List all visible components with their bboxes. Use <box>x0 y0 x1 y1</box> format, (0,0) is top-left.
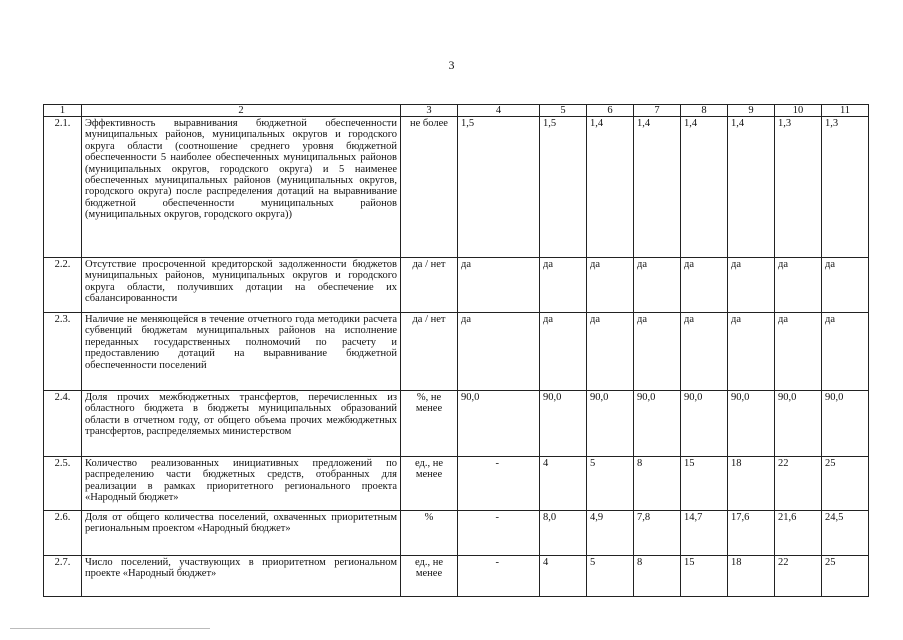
unit-cell: ед., не менее <box>401 457 458 511</box>
indicator-name: Количество реализованных инициативных предложений по распределению части бюджетных средств, отобранных для реализации в рамках приоритетного регионального проекта «Народный бюджет» <box>82 457 401 511</box>
unit-cell: не более <box>401 117 458 258</box>
indicators-table <box>43 104 869 597</box>
value-cell: да <box>681 313 728 391</box>
value-cell: 90,0 <box>634 391 681 457</box>
value-cell: 14,7 <box>681 511 728 556</box>
value-cell: 1,4 <box>681 117 728 258</box>
row-number: 2.1. <box>44 117 82 258</box>
value-cell: да <box>458 313 540 391</box>
header-cell: 3 <box>401 105 458 117</box>
page-number: 3 <box>448 58 455 72</box>
table-row <box>44 391 869 457</box>
value-cell: 17,6 <box>728 511 775 556</box>
value-cell: да <box>822 313 869 391</box>
value-cell: 21,6 <box>775 511 822 556</box>
value-cell: да <box>540 313 587 391</box>
value-cell: 1,4 <box>728 117 775 258</box>
table-row <box>44 457 869 511</box>
value-cell: 8 <box>634 457 681 511</box>
value-cell: да <box>681 258 728 313</box>
unit-cell: % <box>401 511 458 556</box>
value-cell: да <box>634 313 681 391</box>
value-cell: да <box>728 258 775 313</box>
value-cell: 90,0 <box>587 391 634 457</box>
value-cell: 1,3 <box>822 117 869 258</box>
value-cell: 90,0 <box>822 391 869 457</box>
header-cell: 6 <box>587 105 634 117</box>
table-row <box>44 117 869 258</box>
row-number: 2.6. <box>44 511 82 556</box>
indicator-name: Наличие не меняющейся в течение отчетного года методики расчета субвенций бюджетам муниципальных районов на исполнение переданных государственных полномочий по расчету и предоставлению дотаций на выравнивание бюджетной обеспеченности поселений <box>82 313 401 391</box>
value-cell: 90,0 <box>728 391 775 457</box>
indicator-name: Доля от общего количества поселений, охваченных приоритетным региональным проектом «Народный бюджет» <box>82 511 401 556</box>
value-cell: 1,3 <box>775 117 822 258</box>
value-cell: 8,0 <box>540 511 587 556</box>
value-cell: да <box>775 258 822 313</box>
value-cell: да <box>775 313 822 391</box>
table-header-row <box>44 105 869 117</box>
indicator-name: Отсутствие просроченной кредиторской задолженности бюджетов муниципальных районов, муниципальных округов и городского округа области, получивших дотации на обеспечение их сбалансированности <box>82 258 401 313</box>
row-number: 2.4. <box>44 391 82 457</box>
value-cell: 1,4 <box>587 117 634 258</box>
value-cell: 1,5 <box>540 117 587 258</box>
value-cell: 18 <box>728 556 775 597</box>
value-cell: 15 <box>681 457 728 511</box>
unit-cell: да / нет <box>401 313 458 391</box>
value-cell: 90,0 <box>775 391 822 457</box>
value-cell: 5 <box>587 457 634 511</box>
value-cell: 4 <box>540 457 587 511</box>
table-row <box>44 511 869 556</box>
header-cell: 1 <box>44 105 82 117</box>
value-cell: - <box>458 556 540 597</box>
header-cell: 4 <box>458 105 540 117</box>
header-cell: 5 <box>540 105 587 117</box>
value-cell: да <box>587 313 634 391</box>
row-number: 2.2. <box>44 258 82 313</box>
value-cell: да <box>587 258 634 313</box>
table-row <box>44 556 869 597</box>
value-cell: 4,9 <box>587 511 634 556</box>
value-cell: 90,0 <box>540 391 587 457</box>
value-cell: да <box>822 258 869 313</box>
header-cell: 11 <box>822 105 869 117</box>
value-cell: 1,4 <box>634 117 681 258</box>
value-cell: - <box>458 457 540 511</box>
value-cell: 25 <box>822 457 869 511</box>
row-number: 2.5. <box>44 457 82 511</box>
table-row <box>44 258 869 313</box>
value-cell: да <box>634 258 681 313</box>
value-cell: 25 <box>822 556 869 597</box>
value-cell: 18 <box>728 457 775 511</box>
value-cell: 22 <box>775 457 822 511</box>
header-cell: 8 <box>681 105 728 117</box>
value-cell: да <box>540 258 587 313</box>
value-cell: 1,5 <box>458 117 540 258</box>
header-cell: 10 <box>775 105 822 117</box>
header-cell: 7 <box>634 105 681 117</box>
header-cell: 9 <box>728 105 775 117</box>
indicator-name: Эффективность выравнивания бюджетной обеспеченности муниципальных районов, муниципальных округов и городского округа области (соотношение среднего уровня бюджетной обеспеченности 5 наиболее обеспеченных муниципальных районов (муниципальных округов, городского округа) и 5 наименее обеспеченных муниципальных районов (муниципальных округов, городского округа) после распределения дотаций на выравнивание бюджетной обеспеченности муниципальных районов (муниципальных округов, городского округа)) <box>82 117 401 258</box>
value-cell: да <box>458 258 540 313</box>
indicator-name: Число поселений, участвующих в приоритетном региональном проекте «Народный бюджет» <box>82 556 401 597</box>
scan-edge-line <box>10 628 210 629</box>
row-number: 2.7. <box>44 556 82 597</box>
value-cell: - <box>458 511 540 556</box>
table-row <box>44 313 869 391</box>
value-cell: 22 <box>775 556 822 597</box>
value-cell: 4 <box>540 556 587 597</box>
value-cell: 90,0 <box>458 391 540 457</box>
row-number: 2.3. <box>44 313 82 391</box>
value-cell: 5 <box>587 556 634 597</box>
unit-cell: %, не менее <box>401 391 458 457</box>
header-cell: 2 <box>82 105 401 117</box>
unit-cell: ед., не менее <box>401 556 458 597</box>
value-cell: 7,8 <box>634 511 681 556</box>
value-cell: 15 <box>681 556 728 597</box>
value-cell: 90,0 <box>681 391 728 457</box>
value-cell: 24,5 <box>822 511 869 556</box>
indicator-name: Доля прочих межбюджетных трансфертов, перечисленных из областного бюджета в бюджеты муниципальных образований области в отчетном году, от общего объема прочих межбюджетных трансфертов, распределяемых министерством <box>82 391 401 457</box>
value-cell: да <box>728 313 775 391</box>
unit-cell: да / нет <box>401 258 458 313</box>
value-cell: 8 <box>634 556 681 597</box>
